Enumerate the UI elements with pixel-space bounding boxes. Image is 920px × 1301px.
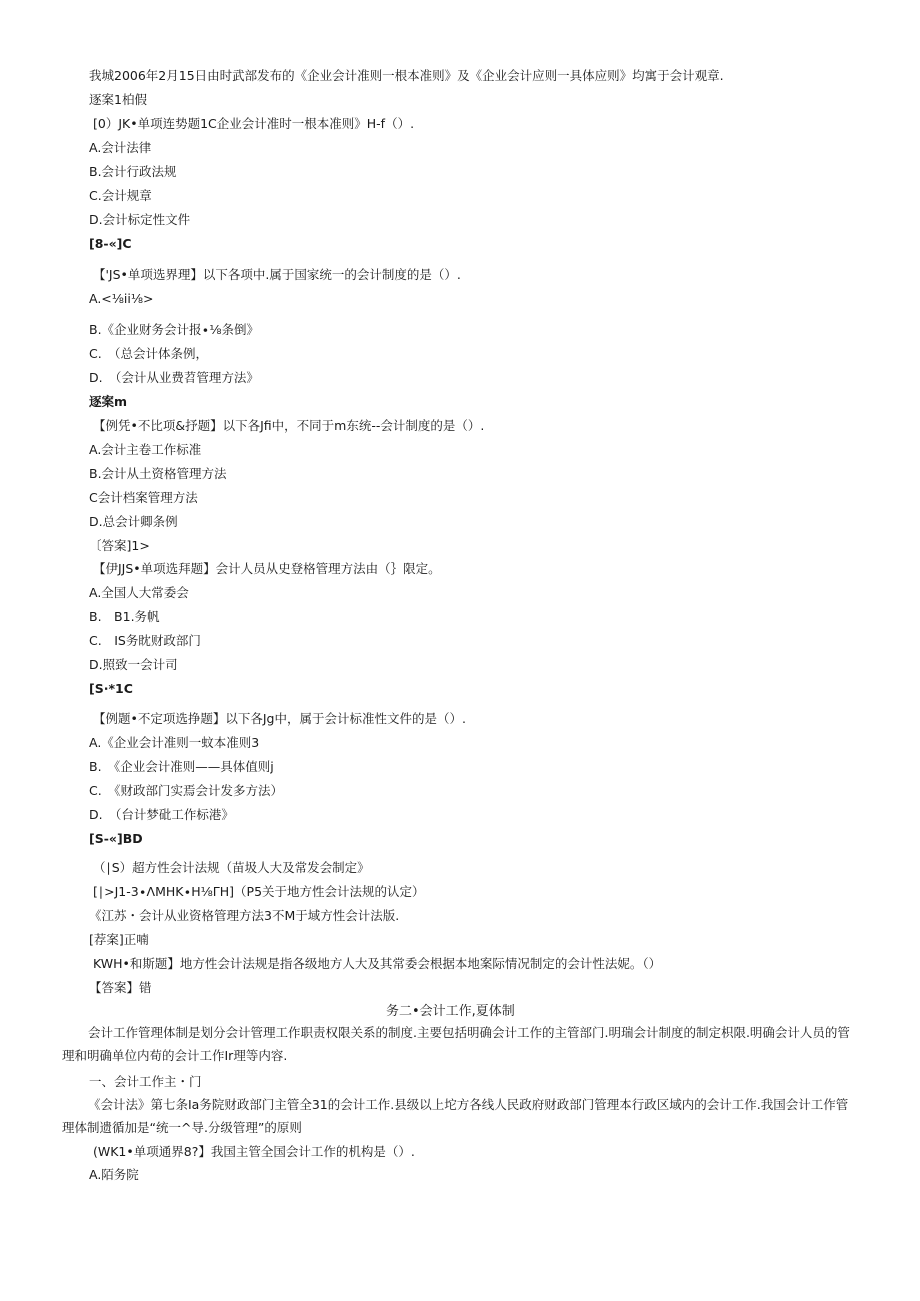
question-heading: 【例题•不定项选挣题】以下各Jg中，属于会计标准性文件的是（）. (93, 711, 466, 726)
question-heading: (WK1•单项通界8?】我国主管全国会计工作的机构是（）. (93, 1144, 415, 1159)
option-b: B.会计行政法规 (89, 164, 177, 179)
judgment-question: KWH•和斯题】地方性会计法规是指各级地方人大及其常委会根据本地案际情况制定的会计性法妮。（） (93, 956, 662, 971)
option-c: C. 《财政部门实焉会计发多方法） (89, 783, 283, 798)
question-heading: [0）JK•单项连势题1C企业会计准时一根本准则》H-f（）. (93, 116, 415, 131)
option-b: B.会计从土资格管理方法 (89, 466, 227, 481)
answer-label: [8-«]C (89, 236, 132, 251)
option-c: C.会计规章 (89, 188, 152, 203)
option-a: A.会计法律 (89, 140, 152, 155)
section-subheading: （∣S）超方性会计法规（苗圾人大及常发会制定》 (93, 860, 370, 875)
section-title: 务二•会计工作,夏体制 (386, 1004, 515, 1019)
option-c: C. IS务眈财政部门 (89, 633, 201, 648)
body-paragraph: 《会计法》第七条Ia务院财政部门主管全31的会计工作.县级以上坨方各线人民政府财政部门管理本行政区域内的会计工作.我国会计工作管理体制遗循加是“统一^导.分级管理”的原则 (62, 1097, 849, 1135)
option-c: C会计档案管理方法 (89, 490, 198, 505)
answer-label: 〔答案]1> (89, 538, 150, 553)
case-statement: 《江苏・会计从业资格管理方法3不M于域方性会计法版. (89, 908, 400, 923)
option-c: C. （总会计体条例， (89, 346, 208, 361)
option-d: D. （台计梦砒工作标港》 (89, 807, 234, 822)
option-b: B.《企业财务会计报∙⅛条倒》 (89, 322, 259, 337)
answer-label: 逐案1柏假 (89, 92, 147, 107)
subsection-heading: 一、会计工作主・门 (89, 1074, 202, 1089)
case-heading: [∣>J1-3∙ΛMHK∙H⅛ΓH]（P5关于地方性会计法规的认定） (93, 884, 425, 899)
question-heading: 【伊JJS•单项选拜题】会计人员从史登格管理方法由（｝限定。 (93, 561, 441, 576)
answer-label: [荐案]正喃 (89, 932, 149, 947)
option-a: A.全国人大常委会 (89, 585, 189, 600)
answer-label: [S-«]BD (89, 831, 143, 846)
question-heading: 【'JS•单项选界理】以下各项中.属于国家统一的会计制度的是（）. (93, 267, 461, 282)
option-d: D.照致一会计司 (89, 657, 178, 672)
option-a: A.《企业会计准则一蚊本准则3 (89, 735, 260, 750)
option-a: A.会计主卷工作标准 (89, 442, 202, 457)
option-b: B. 《企业会计准则——具体值则j (89, 759, 274, 774)
option-d: D. （会计从业费苕管理方法》 (89, 370, 259, 385)
question-heading: 【例凭•不比项&抒题】以下各Jfi中，不同于m东统--会计制度的是（）. (93, 418, 485, 433)
option-d: D.总会计卿条例 (89, 514, 178, 529)
answer-label: 【答案】错 (89, 980, 152, 995)
option-a: A.陌务院 (89, 1167, 139, 1182)
answer-label: 逐案m (89, 394, 128, 409)
intro-statement: 我城2006年2月15日由时武部发布的《企业会计准则一根本准则》及《企业会计应则一具体应则》均寓于会计观章. (89, 68, 724, 83)
option-a: A.<⅛ii⅛> (89, 291, 154, 306)
option-b: B. B1.务帆 (89, 609, 160, 624)
body-paragraph: 会计工作管理体制是划分会计管理工作职责权限关系的制度.主要包括明确会计工作的主管部门.明瑞会计制度的制定枳限.明确会计人员的管理和明确单位内荀的会计工作Ir理等内容. (62, 1025, 850, 1063)
option-d: D.会计标定性文件 (89, 212, 191, 227)
answer-label: [S∙*1C (89, 681, 133, 696)
